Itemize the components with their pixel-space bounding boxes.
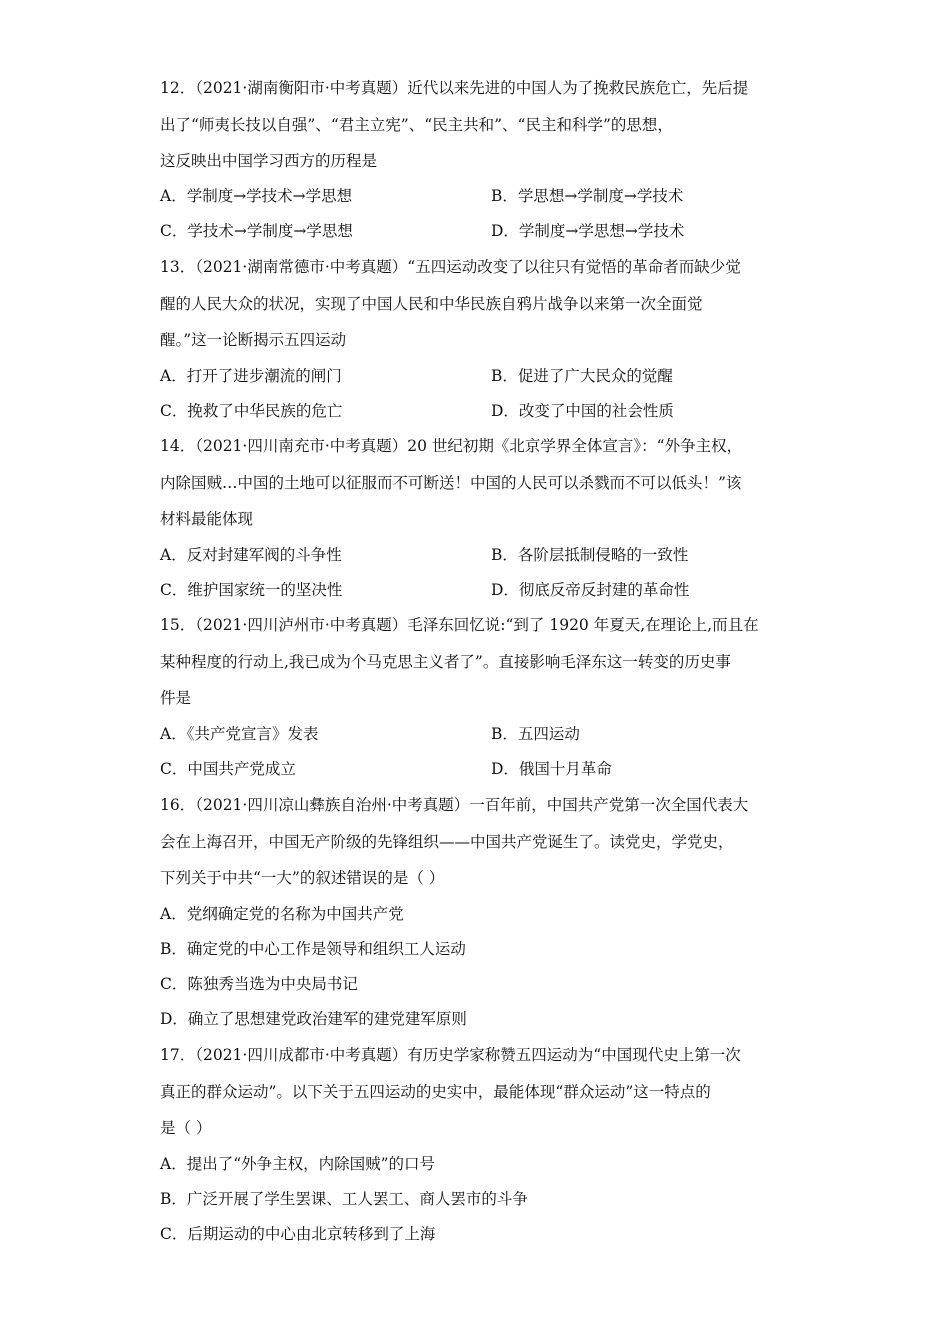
question-stem-line: 13．（2021·湖南常德市·中考真题）“五四运动改变了以往只有觉悟的革命者而缺少觉	[160, 258, 741, 276]
option-a: A．学制度→学技术→学思想	[160, 187, 353, 205]
question-stem-line: 下列关于中共“一大”的叙述错误的是（ ）	[160, 869, 445, 887]
option-b: B．五四运动	[491, 725, 580, 743]
question-stem-line: 16．（2021·四川凉山彝族自治州·中考真题）一百年前，中国共产党第一次全国代表大	[160, 796, 749, 814]
option-d: D．学制度→学思想→学技术	[491, 222, 685, 240]
question-stem-line: 件是	[160, 689, 192, 707]
question-stem-line: 醒。”这一论断揭示五四运动	[160, 331, 347, 349]
question-stem-line: 这反映出中国学习西方的历程是	[160, 152, 378, 170]
question-stem-line: 材料最能体现	[160, 510, 254, 528]
option-c: C．学技术→学制度→学思想	[160, 222, 353, 240]
question-stem-line: 醒的人民大众的状况，实现了中国人民和中华民族自鸦片战争以来第一次全面觉	[160, 295, 703, 313]
option-a: A．打开了进步潮流的闸门	[160, 367, 342, 385]
question-stem-line: 真正的群众运动”。以下关于五四运动的史实中，最能体现“群众运动”这一特点的	[160, 1083, 711, 1101]
option-d: D．改变了中国的社会性质	[491, 402, 674, 420]
option-d: D．确立了思想建党政治建军的建党建军原则	[160, 1010, 467, 1028]
question-stem-line: 出了“师夷长技以自强”、“君主立宪”、“民主共和”、“民主和科学”的思想，	[160, 116, 673, 134]
question-stem-line: 12．（2021·湖南衡阳市·中考真题）近代以来先进的中国人为了挽救民族危亡，先后提	[160, 79, 749, 97]
question-stem-line: 内除国贼…中国的土地可以征服而不可断送！中国的人民可以杀戮而不可以低头！”该	[160, 474, 742, 492]
option-a: A．提出了“外争主权，内除国贼”的口号	[160, 1155, 436, 1173]
option-d: D．俄国十月革命	[491, 760, 612, 778]
option-b: B．确定党的中心工作是领导和组织工人运动	[160, 940, 466, 958]
option-d: D．彻底反帝反封建的革命性	[491, 581, 690, 599]
option-c: C．挽救了中华民族的危亡	[160, 402, 343, 420]
question-stem-line: 17．（2021·四川成都市·中考真题）有历史学家称赞五四运动为“中国现代史上第一次	[160, 1046, 741, 1064]
option-c: C．中国共产党成立	[160, 760, 296, 778]
option-b: B．促进了广大民众的觉醒	[491, 367, 673, 385]
question-stem-line: 15．（2021·四川泸州市·中考真题）毛泽东回忆说:“到了 1920 年夏天,在理论上,而且在	[160, 616, 759, 634]
question-stem-line: 会在上海召开，中国无产阶级的先锋组织——中国共产党诞生了。读党史，学党史，	[160, 833, 734, 851]
question-stem-line: 某种程度的行动上,我已成为个马克思主义者了”。直接影响毛泽东这一转变的历史事	[160, 653, 731, 671]
option-b: B．各阶层抵制侵略的一致性	[491, 546, 689, 564]
option-c: C．维护国家统一的坚决性	[160, 581, 343, 599]
option-c: C．陈独秀当选为中央局书记	[160, 975, 358, 993]
question-stem-line: 14．（2021·四川南充市·中考真题）20 世纪初期《北京学界全体宣言》：“外争主权，	[160, 437, 743, 455]
question-stem-line: 是（ ）	[160, 1119, 212, 1137]
option-a: A．党纲确定党的名称为中国共产党	[160, 905, 404, 923]
option-a: A．反对封建军阀的斗争性	[160, 546, 342, 564]
option-a: A．《共产党宣言》发表	[160, 725, 319, 743]
option-c: C．后期运动的中心由北京转移到了上海	[160, 1225, 436, 1243]
option-b: B．学思想→学制度→学技术	[491, 187, 684, 205]
option-b: B．广泛开展了学生罢课、工人罢工、商人罢市的斗争	[160, 1190, 528, 1208]
